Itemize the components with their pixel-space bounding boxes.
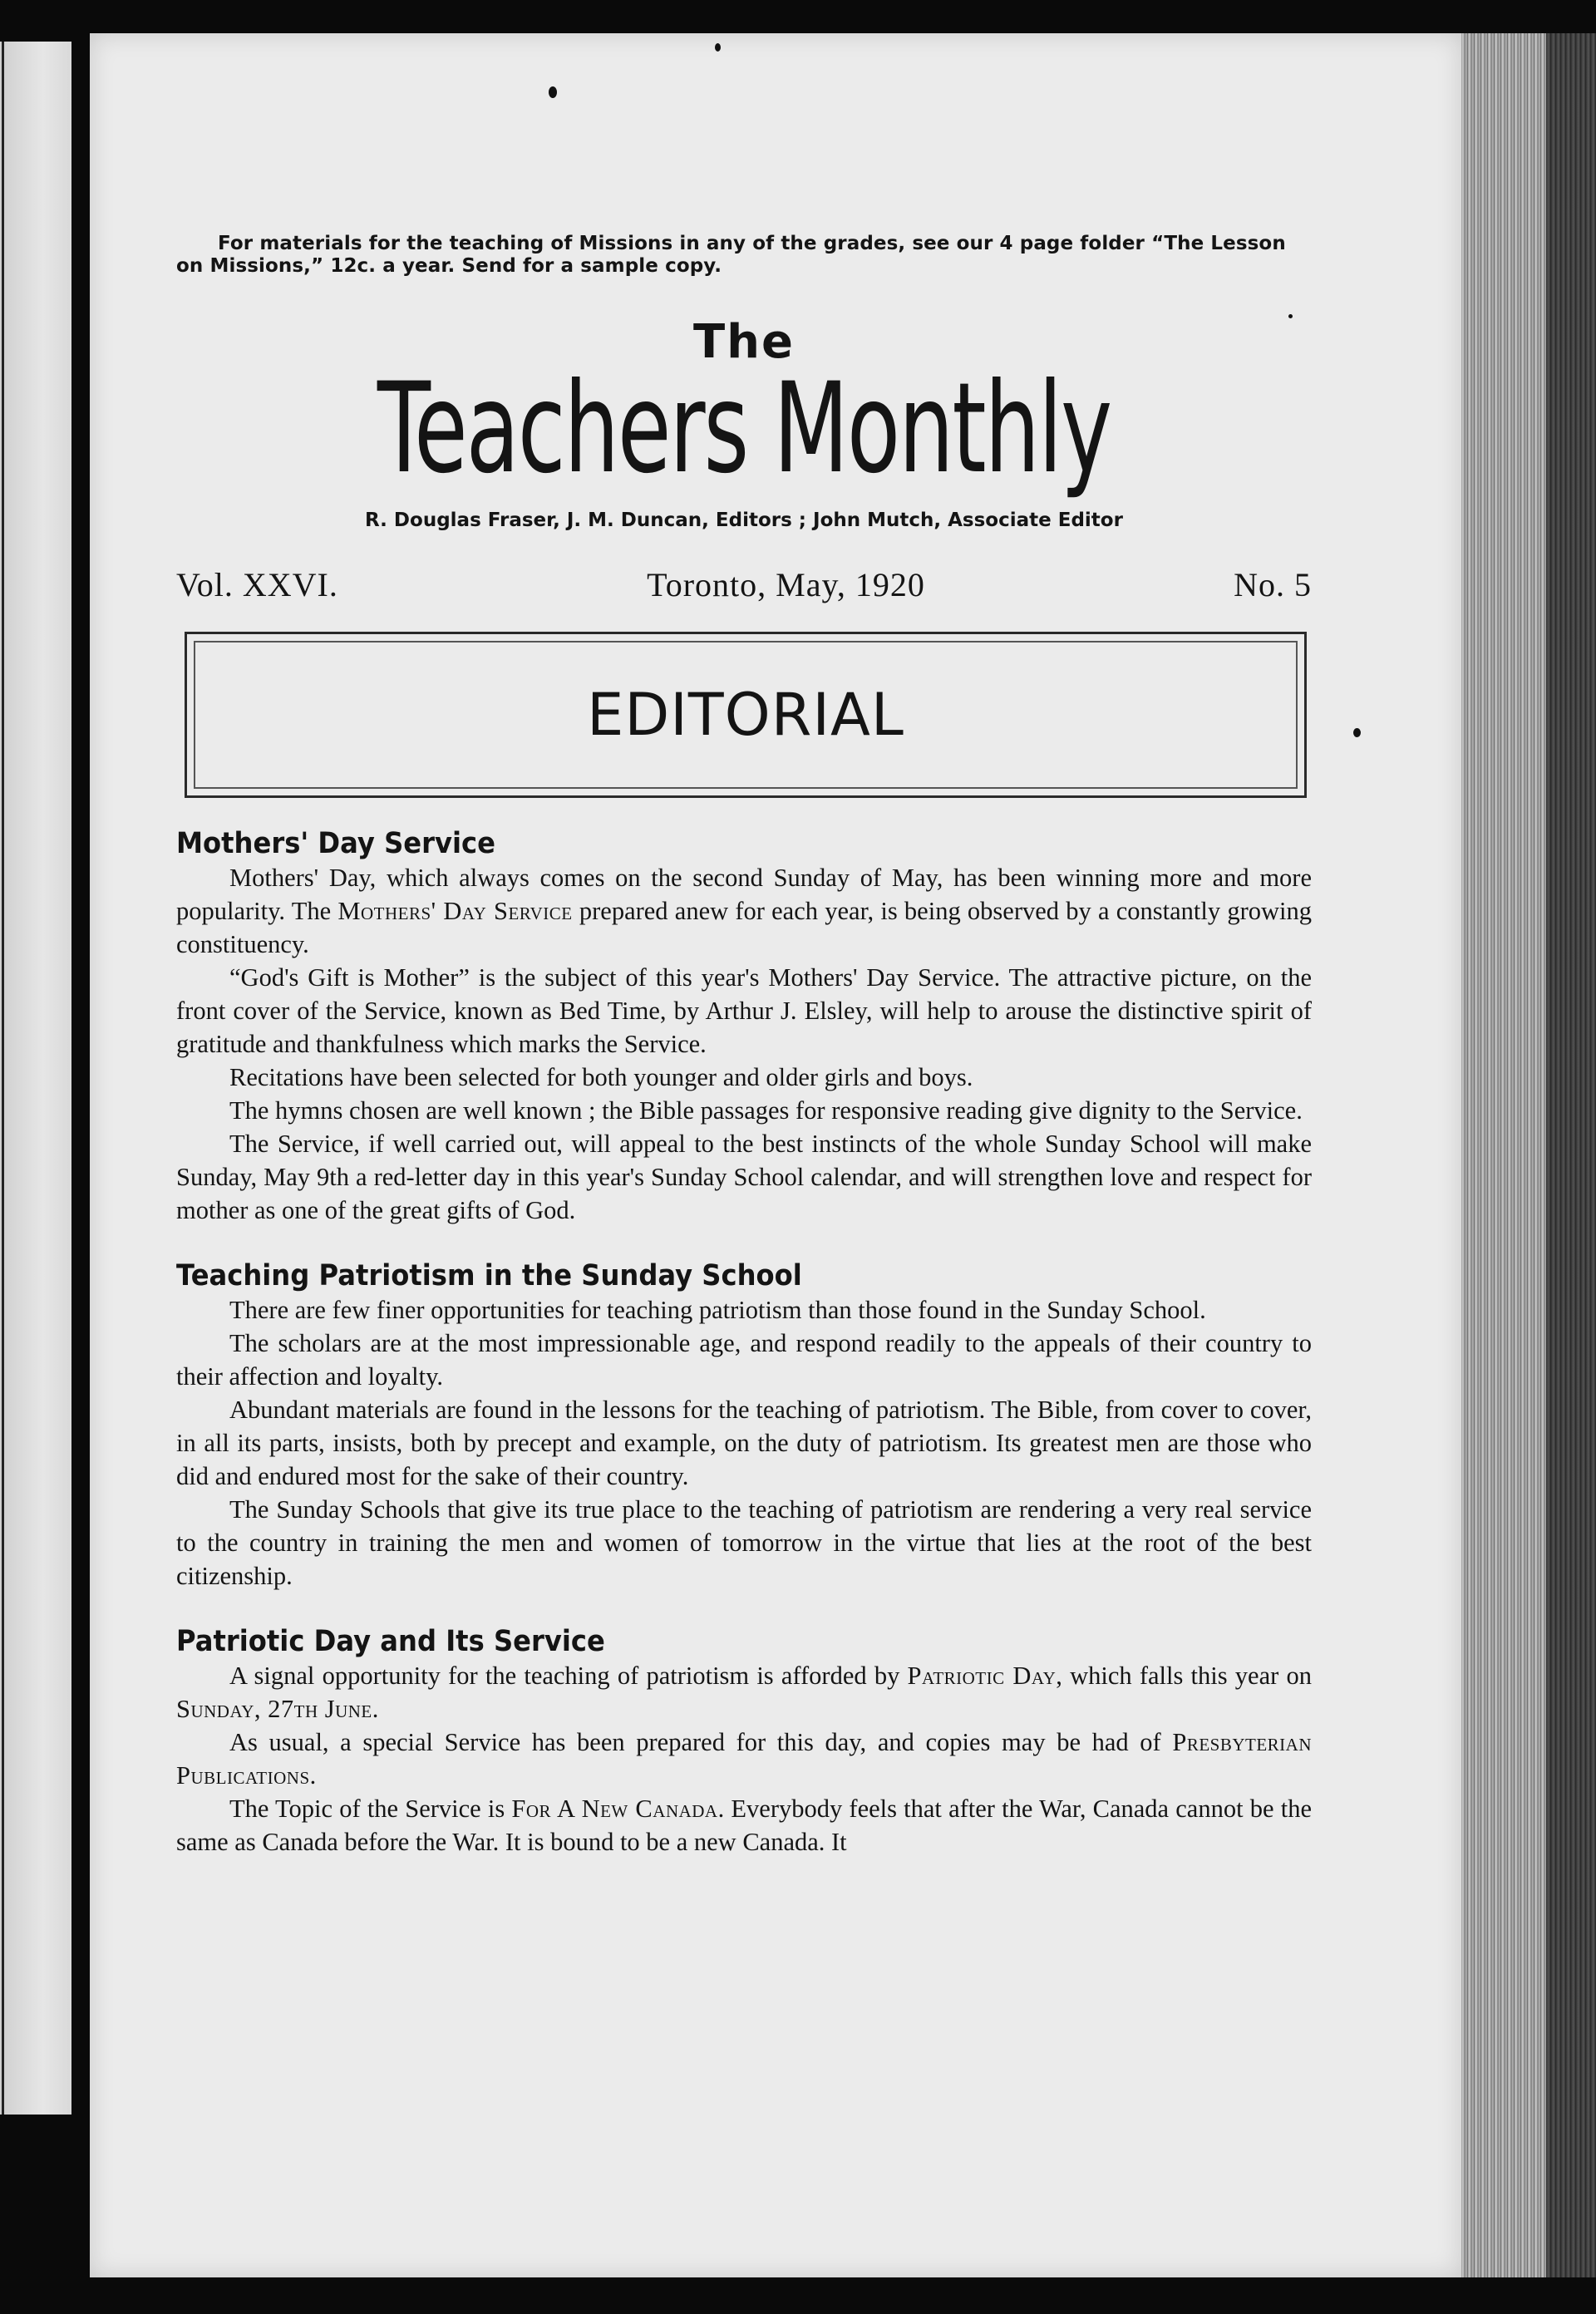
issue-line: [176, 567, 1312, 603]
small-caps-text: Mothers' Day Service: [337, 897, 573, 925]
masthead-the: The: [692, 315, 796, 369]
paragraph-text: prepared anew for each year, is being observed by a constantly growing constituency.: [176, 897, 1312, 958]
scan-speck: [549, 86, 557, 98]
small-caps-text: Presbyterian Publications: [176, 1728, 1312, 1790]
paragraph-text: .: [372, 1695, 379, 1723]
paragraph: Abundant materials are found in the lessons for the teaching of patriotism. The Bible, from cover to cover, in all its parts, insists, both by precept and example, on the duty of patriotism. Its greatest men are those who did and endured most for the sake of their country.: [176, 1396, 1312, 1490]
editorial-banner: [185, 632, 1307, 798]
missions-notice: [176, 233, 1312, 278]
paragraph-text: As usual, a special Service has been prepared for this day, and copies may be had of: [229, 1728, 1173, 1756]
notice-line-1: For materials for the teaching of Missions in any of the grades, see our 4 page folder “The Lesson: [218, 233, 1286, 254]
paragraph-text: A signal opportunity for the teaching of patriotism is afforded by: [229, 1662, 908, 1690]
paragraph-text: Mothers' Day, which always comes on the second Sunday of May, has been winning more and more popularity. The: [176, 864, 1312, 925]
paragraph: The hymns chosen are well known ; the Bible passages for responsive reading give dignity to the Service.: [229, 1096, 1303, 1125]
paragraph: [176, 1792, 1312, 1859]
paragraph: The Service, if well carried out, will appeal to the best instincts of the whole Sunday School will make Sunday, May 9th a red-letter day in this year's Sunday School calendar, and will strengthen love and respect for mother as one of the great gifts of God.: [176, 1130, 1312, 1224]
adjacent-page-edge: [0, 42, 71, 2115]
section-title: Teaching Patriotism in the Sunday School: [176, 1259, 802, 1292]
book-spine-shadow: [1546, 33, 1596, 2277]
paragraph: There are few finer opportunities for teaching patriotism than those found in the Sunday School.: [229, 1296, 1206, 1324]
editors-line: R. Douglas Fraser, J. M. Duncan, Editors ; John Mutch, Associate Editor: [365, 510, 1123, 531]
paragraph: [176, 1659, 1312, 1726]
adjacent-page-frame: [0, 42, 4, 2115]
volume-number: Vol. XXVI.: [176, 566, 338, 603]
small-caps-text: Patriotic Day: [907, 1662, 1057, 1690]
paragraph: Recitations have been selected for both younger and older girls and boys.: [229, 1063, 973, 1091]
issue-number: No. 5: [1234, 566, 1312, 603]
place-date: Toronto, May, 1920: [647, 566, 925, 603]
small-caps-text: Sunday, 27th June: [176, 1695, 372, 1723]
scan-speck: [1353, 728, 1361, 737]
masthead-title: Teachers Monthly: [377, 357, 1111, 501]
editorial-heading: EDITORIAL: [587, 681, 904, 749]
paragraph-text: . Everybody feels that after the War, Canada cannot be the same as Canada before the War. It is bound to be a new Canada. It: [176, 1795, 1312, 1856]
paragraph: The scholars are at the most impressionable age, and respond readily to the appeals of their country to their affection and loyalty.: [176, 1329, 1312, 1391]
paragraph: The Sunday Schools that give its true place to the teaching of patriotism are rendering a very real service to the country in training the men and women of tomorrow in the virtue that lies at the root of the best citizenship.: [176, 1495, 1312, 1590]
paragraph-text: .: [309, 1761, 317, 1790]
paragraph: “God's Gift is Mother” is the subject of this year's Mothers' Day Service. The attractive picture, on the front cover of the Service, known as Bed Time, by Arthur J. Elsley, will help to arouse the distinctive spirit of gratitude and thankfulness which marks the Service.: [176, 963, 1312, 1058]
section-patriotic-day: [176, 1624, 1312, 1859]
paragraph-text: The Topic of the Service is: [229, 1795, 512, 1823]
paragraph-text: , which falls this year on: [1056, 1662, 1312, 1690]
scan-speck: [715, 43, 721, 52]
section-title: Patriotic Day and Its Service: [176, 1625, 605, 1658]
section-teaching-patriotism: [176, 1258, 1312, 1593]
editorial-banner-inner: [194, 641, 1298, 789]
masthead: [176, 315, 1312, 501]
paragraph: [176, 861, 1312, 961]
section-title: Mothers' Day Service: [176, 827, 495, 860]
notice-line-2: on Missions,” 12c. a year. Send for a sample copy.: [176, 255, 722, 277]
page-content: [176, 233, 1312, 1859]
section-mothers-day: [176, 826, 1312, 1227]
paragraph: [176, 1726, 1312, 1792]
small-caps-text: For A New Canada: [511, 1795, 718, 1823]
